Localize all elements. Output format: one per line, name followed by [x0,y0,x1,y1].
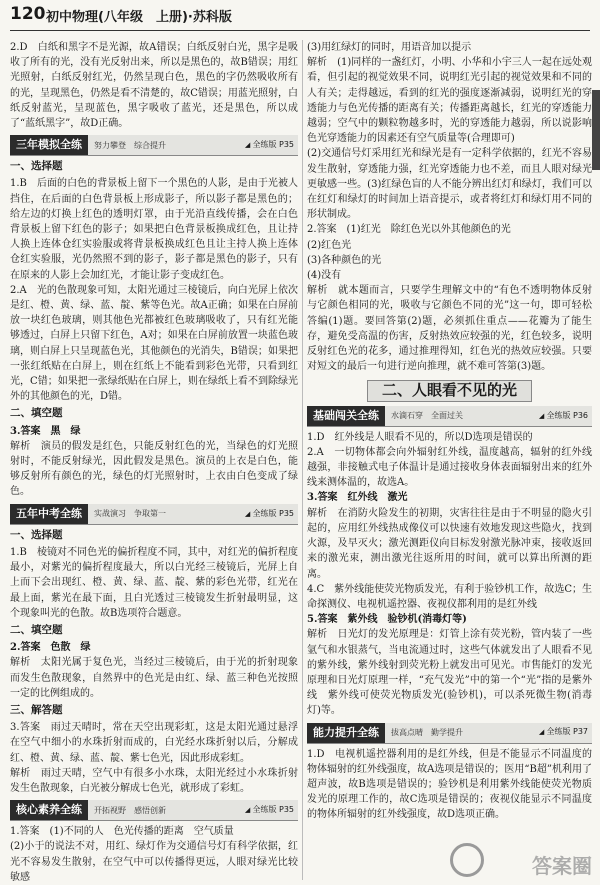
answer-line: (4)没有 [307,270,342,282]
answer-line: (2)红色光 [307,239,352,251]
section-bar-wunian [10,504,298,525]
answer-line: (3)用红绿灯的同时，用语音加以提示 [307,42,472,53]
section-bar-jichu [307,406,592,427]
answer-line: 2.答案 色散 绿 [10,642,91,654]
section-tag: 五年中考全练 [10,504,88,524]
section-bar-sannian [10,135,298,156]
column-divider [302,40,303,880]
answer-paragraph: (2)交通信号灯采用红光和绿光是有一定科学依据的，红光不容易发生散射，穿透能力强，红光穿透能力也不差，而且人眼对绿光更敏感一些。(3)红绿色盲的人不能分辨出红灯和绿灯，我们可以在红灯和绿灯的时间加上语音提示，或者将红灯和绿灯用不同的形状制成。 [307,148,592,221]
answer-line: 1.答案 (1)不同的人 色光传播的距离 空气质量 [10,826,234,838]
explanation-paragraph: 解析 就本题而言，只要学生理解文中的“有色不透明物体反射与它颜色相同的光，吸收与它颜色不同的光”这一句，即可轻松答编(1)题。要回答第(2)题，必须抓住重点——花瓣为了能生存，避免受高温的伤害，反射热效应较强的光，红色较多，说明反射红色光的花多，通过推理得知，红色光的热效应较强。只要对短文的最后一句进行逆向推理，就不难可答第(3)题。 [307,285,592,373]
answer-paragraph: 3.答案 雨过天晴时，常在天空出现彩虹，这是太阳光通过悬浮在空气中细小的水珠折射而成的，白光经水珠折射以后，分解成红、橙、黄、绿、蓝、靛、紫七色光，因此形成彩虹。 [10,722,298,764]
answer-paragraph: 1.D 红外线是人眼看不见的，所以D选项是错误的 [307,431,533,443]
section-tag: 三年模拟全练 [10,135,88,155]
section-subtitle: 开拓视野 感悟创新 [94,805,166,815]
answer-line: 2.答案 (1)红光 除红色光以外其他颜色的光 [307,224,511,236]
subsection-heading: 一、选择题 [10,528,63,541]
chapter-title: 二、人眼看不见的光 [367,380,532,401]
answer-paragraph: 2.A 一切物体都会向外辐射红外线，温度越高，辐射的红外线越强，非接触式电子体温计是通过接收身体表面辐射出来的红外线来测体温的，故选A。 [307,446,592,489]
explanation-paragraph: 解析 在消防火险发生的初期，灾害往往是由于不明显的隐火引起的，应用红外线热成像仪可以快速有效地发现这些隐火，找到火源，及早灭火；激光测距仪向目标发射激光脉冲束，接收返回来的激光束，测出激光往返所用的时间，就可以算出所测的距离。 [307,507,592,580]
right-column [307,40,592,823]
subsection-heading: 二、填空题 [10,623,63,636]
subsection-heading: 一、选择题 [10,160,63,173]
explanation-paragraph: 解析 雨过天晴，空气中有很多小水珠，太阳光经过小水珠折射发生色散现象，白光被分解成七色光，就形成了彩虹。 [10,767,298,794]
section-tag: 基础闯关全练 [307,406,385,426]
answer-line: 3.答案 黑 绿 [10,425,81,437]
section-page-ref: ◢ 全练版 P35 [245,137,294,153]
explanation-paragraph: 解析 演员的假发是红色，只能反射红色的光，当绿色的灯光照射时，不能反射绿光，因此假发是黑色。演员的上衣是白色，能够反射所有颜色的光，绿色的灯光照射时，上衣由白色变成了绿色。 [10,440,298,498]
header-rule [10,30,590,31]
side-tab-marker [592,90,600,170]
answer-paragraph: 1.B 棱镜对不同色光的偏折程度不同，其中，对红光的偏折程度最小，对紫光的偏折程度最大，所以白光经三棱镜后，光屏上自上而下会出现红、橙、黄、绿、蓝、靛、紫的彩色光带，红光在最上面，紫光在最下面，且白光透过三棱镜发生折射最明显，这个现象叫光的色散。故B选项符合题意。 [10,546,298,619]
section-tag: 能力提升全练 [307,723,385,743]
answer-line: 3.答案 红外线 激光 [307,492,408,504]
section-tag: 核心素养全练 [10,800,88,820]
page-header [0,0,600,40]
answer-line: (3)各种颜色的光 [307,254,382,266]
explanation-paragraph: 解析 太阳光属于复色光，当经过三棱镜后，由于光的折射现象而发生色散现象，自然界中的色光是由红、绿、蓝三种色光按照一定的比例组成的。 [10,657,298,699]
explanation-paragraph: 解析 日光灯的发光原理是：灯管上涂有荧光粉，管内装了一些氩气和水银蒸气，当电流通过时，这些气体就发出了人眼看不见的紫外线，紫外线射到荧光粉上就发出可见光。市售能灯的发光原理和日光灯原理一样，“充气发光”中的第一个“光”指的是紫外线 紫外线可使荧光物质发光(验钞机)，可以杀死微生物(消毒灯)等。 [307,629,592,717]
answer-paragraph: 2.D 白纸和黑字不是光源，故A错误；白纸反射白光，黑字是吸收了所有的光，没有光反射出来，所以是黑色的，故B错误；用红光照射，白纸反射红光，仍然呈现白色，黑色的字仍然吸收所有的光，呈现黑色，仍然是看不清楚的，故C错误；用蓝光照射，白纸反射蓝光，呈现蓝色，黑字吸收了蓝光，还是黑色，所以成了“蓝纸黑字”，故D正确。 [10,42,298,130]
section-page-ref: ◢ 全练版 P36 [539,408,588,424]
section-subtitle: 实战演习 争取第一 [94,509,166,519]
subsection-heading: 三、解答题 [10,703,63,716]
answer-paragraph: (2)小于的说法不对，用红、绿灯作为交通信号灯有科学依据，红光不容易发生散射，在空气中可以传播得更远，人眼对绿光比较敏感 [10,841,298,883]
section-page-ref: ◢ 全练版 P35 [245,506,294,522]
answer-paragraph: 1.D 电视机遥控器利用的是红外线，但是不能显示不同温度的物体辐射的红外线强度，故A选项是错误的；医用“B超”机利用了超声波，故B选项是错误的；验钞机是利用紫外线能使荧光物质发光的原理工作的，故C选项是错误的；夜视仪能显示不同温度的物体所辐射的红外线强度，故D选项正确。 [307,748,592,821]
subsection-heading: 二、填空题 [10,407,63,420]
section-bar-hexin [10,800,298,821]
answer-line: 5.答案 紫外线 验钞机(消毒灯等) [307,614,467,626]
section-subtitle: 拔高点晴 勤学提升 [391,727,463,737]
section-subtitle: 努力攀登 综合提升 [94,140,166,150]
page-number: 120 [10,4,46,24]
answer-paragraph: 4.C 紫外线能使荧光物质发光，有利于验钞机工作，故选C；生命探测仪、电视机遥控器、夜视仪都利用的是红外线 [307,583,592,610]
section-page-ref: ◢ 全练版 P35 [245,802,294,818]
watermark: 答案圈 [532,854,592,878]
answer-paragraph: 1.B 后面的白色的背景板上留下一个黑色的人影，是由于光被人挡住，在后面的白色背景板上形成影子，所以影子都是黑色的；给左边的灯换上红色的透明灯罩，由于光沿直线传播，会在白色背景板上留下红色的影子；如果把白色背景板换成红色，且让持人换上连体仓红实验服或将背景板换成红色且让主持人换上连体仓红实验服，光仍然照不到的影子，影子都是黑色的影子，只有在原来的人影上会加红光，才能让影子变成红色。 [10,178,298,281]
chapter-heading [307,380,592,401]
answer-paragraph: 2.A 光的色散现象可知，太阳光通过三棱镜后，向白光屏上依次是红、橙、黄、绿、蓝、靛、紫等色光。故A正确；如果在白屏前放一块红色玻璃，则其他色光都被红色玻璃吸收了，只有红光能够透过，白屏上只留下红色，A对；如果在白屏前放置一块蓝色玻璃，则白屏上只呈现蓝色光，其他颜色的光消失，B错误；如果把一张红纸贴在白屏上，则在红纸上不能看到彩色光带，只看到红光，C错；如果把一张绿纸贴在白屏上，则在绿纸上看不到除绿光外的其他颜色的光，D错。 [10,284,298,403]
explanation-paragraph: 解析 (1)同样的一盏红灯，小明、小华和小宇三人一起在远处观看，但引起的视觉效果不同，说明红光引起的视觉效果和不同的人有关；走得越远，看到的红光的强度逐渐减弱，说明红光的穿透能力与色光传播的距离有关；传播距离越长，红光的穿透能力越弱；空气中的颗粒物越多时，光的穿透能力越弱，所以说影响色光穿透能力的因素还有空气质量等(合理即可) [307,57,592,145]
book-title: 初中物理(八年级 上册)·苏科版 [46,10,232,25]
section-subtitle: 水滴石穿 全面过关 [391,411,463,421]
section-bar-nengli [307,723,592,744]
section-page-ref: ◢ 全练版 P37 [539,724,588,740]
left-column [10,40,298,885]
watermark-logo-icon [450,843,484,877]
